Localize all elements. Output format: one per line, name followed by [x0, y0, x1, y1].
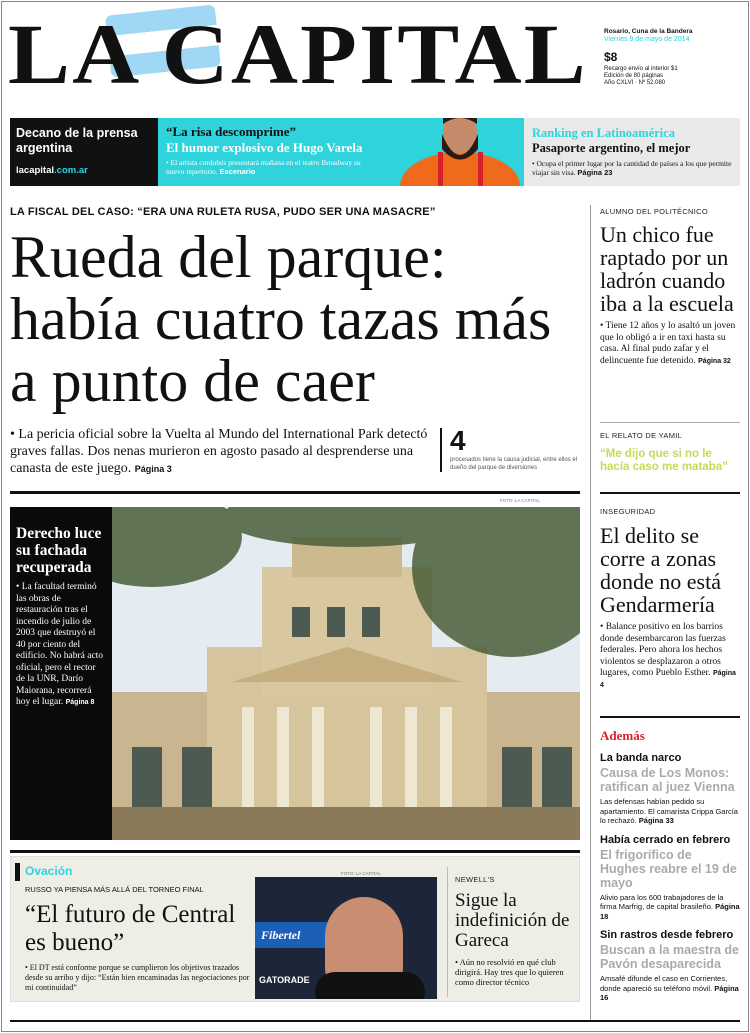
ademas-kicker: Sin rastros desde febrero — [600, 929, 734, 941]
ademas-title: Además — [600, 728, 645, 743]
ademas-headline[interactable]: Causa de Los Monos: ratifican al juez Vienna — [600, 766, 735, 794]
divider — [10, 850, 580, 853]
site-link[interactable]: lacapital — [16, 165, 55, 176]
masthead-surcharge: Recargo envío al interior $1 — [604, 66, 678, 72]
banner-tagline-box — [10, 118, 158, 186]
site-link-domain[interactable]: .com.ar — [54, 165, 88, 176]
side-text: • Balance positivo en los barrios donde desembarcaron las fuerzas federales. Pero ahora los hechos violentos se desplazaron a otros lugares, como Pueblo Esther. — [600, 622, 726, 678]
ademas-text: Alivio para los 600 trabajadores de la firma Marfrig, de capital brasileño. — [600, 892, 724, 911]
ademas-headline[interactable]: El frigorífico de Hughes reabre el 19 de mayo — [600, 847, 737, 890]
lead-stat — [440, 425, 580, 472]
sponsor-fibertel: Fibertel — [261, 928, 301, 942]
top-banner — [10, 118, 740, 186]
side-headline[interactable]: El delito se corre a zonas donde no está Gendarmería — [600, 523, 721, 617]
masthead-city: Rosario, Cuna de la Bandera — [604, 28, 693, 35]
side-story-3 — [600, 507, 740, 691]
side-page: Página 4 — [600, 670, 736, 689]
comedian-photo — [398, 118, 524, 186]
side-kicker: INSEGURIDAD — [600, 507, 656, 516]
column-divider — [590, 205, 591, 1020]
banner-passport[interactable] — [524, 118, 740, 186]
photo-caption: • La facultad terminó las obras de restauración tras el incendio de julio de 2003 que destruyó el 40 por ciento del edificio. No habrá acto oficial, pero el rector de la UNR, Darío Maiorana, recorrerá hoy el lugar. — [16, 582, 104, 707]
side-story-2 — [600, 431, 740, 474]
banner-ranking-text: • Ocupa el primer lugar por la cantidad de países a los que permite viajar sin visa. — [532, 159, 732, 177]
photo-headline[interactable]: Derecho luce su fachada recuperada — [16, 525, 102, 576]
lead-headline[interactable]: Rueda del parque: había cuatro tazas más a punto de caer — [10, 224, 552, 414]
ovacion-text: • El DT está conforme porque se cumplieron los objetivos trazados desde su arribo y dijo: “Están bien encaminadas las negociaciones por mi continuidad” — [25, 963, 250, 992]
ademas-headline[interactable]: Buscan a la maestra de Pavón desaparecida — [600, 943, 739, 971]
masthead-price: $8 — [604, 50, 618, 64]
section-marker — [15, 863, 20, 881]
divider — [447, 867, 448, 997]
ovacion-photo-credit: FOTO: LA CAPITAL — [341, 871, 381, 876]
side-headline[interactable]: Un chico fue raptado por un ladrón cuando iba a la escuela — [600, 222, 734, 316]
bottom-rule — [10, 1020, 740, 1022]
banner-ranking-title: Pasaporte argentino, el mejor — [532, 141, 691, 155]
stat-text: procesados tiene la causa judicial, entre ellos el dueño del parque de diversiones — [450, 457, 578, 471]
ovacion-headline[interactable]: “El futuro de Central es bueno” — [25, 901, 236, 956]
russo-photo — [255, 877, 437, 999]
ademas-text: Las defensas habían pedido su apartamiento. El camarista Crippa García lo rechazó. — [600, 797, 738, 825]
banner-varela[interactable] — [158, 118, 524, 186]
side-kicker: ALUMNO DEL POLITÉCNICO — [600, 207, 709, 216]
photo-caption-box — [10, 507, 112, 840]
ademas-kicker: La banda narco — [600, 752, 682, 764]
ovacion-label: Ovación — [25, 864, 73, 878]
ademas-text: Amsafé difunde el caso en Corrientes, donde apareció su teléfono móvil. — [600, 974, 728, 993]
side-quote[interactable]: “Me dijo que si no le hacía caso me mataba” — [600, 448, 728, 473]
banner-title: El humor explosivo de Hugo Varela — [166, 140, 363, 155]
lead-kicker: LA FISCAL DEL CASO: “ERA UNA RULETA RUSA, PUDO SER UNA MASACRE” — [10, 206, 436, 218]
side-kicker: EL RELATO DE YAMIL — [600, 431, 683, 440]
banner-section: Escenario — [219, 167, 256, 176]
masthead-date: Viernes 9 de mayo de 2014 — [604, 36, 690, 43]
divider — [10, 491, 580, 494]
ovacion-kicker: RUSSO YA PIENSA MÁS ALLÁ DEL TORNEO FINAL — [25, 885, 204, 894]
stat-number: 4 — [450, 425, 466, 456]
banner-ranking-kicker: Ranking en Latinoamérica — [532, 126, 676, 140]
law-faculty-photo — [112, 507, 580, 840]
masthead-title: LA CAPITAL — [8, 6, 588, 102]
divider — [600, 716, 740, 718]
photo-page: Página 8 — [65, 699, 95, 706]
sponsor-gatorade: GATORADE — [259, 975, 310, 985]
banner-text: • El artista cordobés presentará mañana en el teatro Broadway su nuevo repertorio. — [166, 158, 361, 176]
side-text: • Tiene 12 años y lo asaltó un joven que lo obligó a ir en taxi hasta su casa. Al final pudo zafar y el delincuente fue detenido. — [600, 321, 736, 366]
lead-page: Página 3 — [134, 464, 172, 474]
ademas-box — [600, 728, 740, 1003]
masthead-issue: Año CXLVI · Nº 52.080 — [604, 80, 666, 86]
side-story-1 — [600, 207, 740, 367]
ademas-page: Página 33 — [638, 816, 674, 825]
newells-headline[interactable]: Sigue la indefinición de Gareca — [455, 890, 570, 951]
masthead-edition: Edición de 80 páginas — [604, 73, 664, 79]
newells-kicker: NEWELL'S — [455, 875, 495, 884]
side-page: Página 32 — [698, 357, 731, 365]
banner-tagline: Decano de la prensa argentina — [16, 126, 138, 155]
ademas-page: Página 18 — [600, 902, 740, 921]
ademas-page: Página 16 — [600, 983, 739, 1002]
newells-text: • Aún no resolvió en qué club dirigirá. Hay tres que lo quieren como director técnico — [455, 957, 564, 987]
lead-deck: • La pericia oficial sobre la Vuelta al Mundo del International Park detectó graves fallas. Dos nenas murieron en agosto pasado al desprenderse una canasta de este juego. — [10, 427, 428, 476]
divider — [600, 492, 740, 494]
banner-quote: “La risa descomprime” — [166, 124, 296, 139]
divider — [600, 422, 740, 423]
banner-ranking-page: Página 23 — [577, 168, 613, 177]
ovacion-section — [10, 856, 580, 1002]
photo-credit: FOTO: LA CAPITAL — [500, 498, 540, 503]
ademas-kicker: Había cerrado en febrero — [600, 833, 731, 846]
